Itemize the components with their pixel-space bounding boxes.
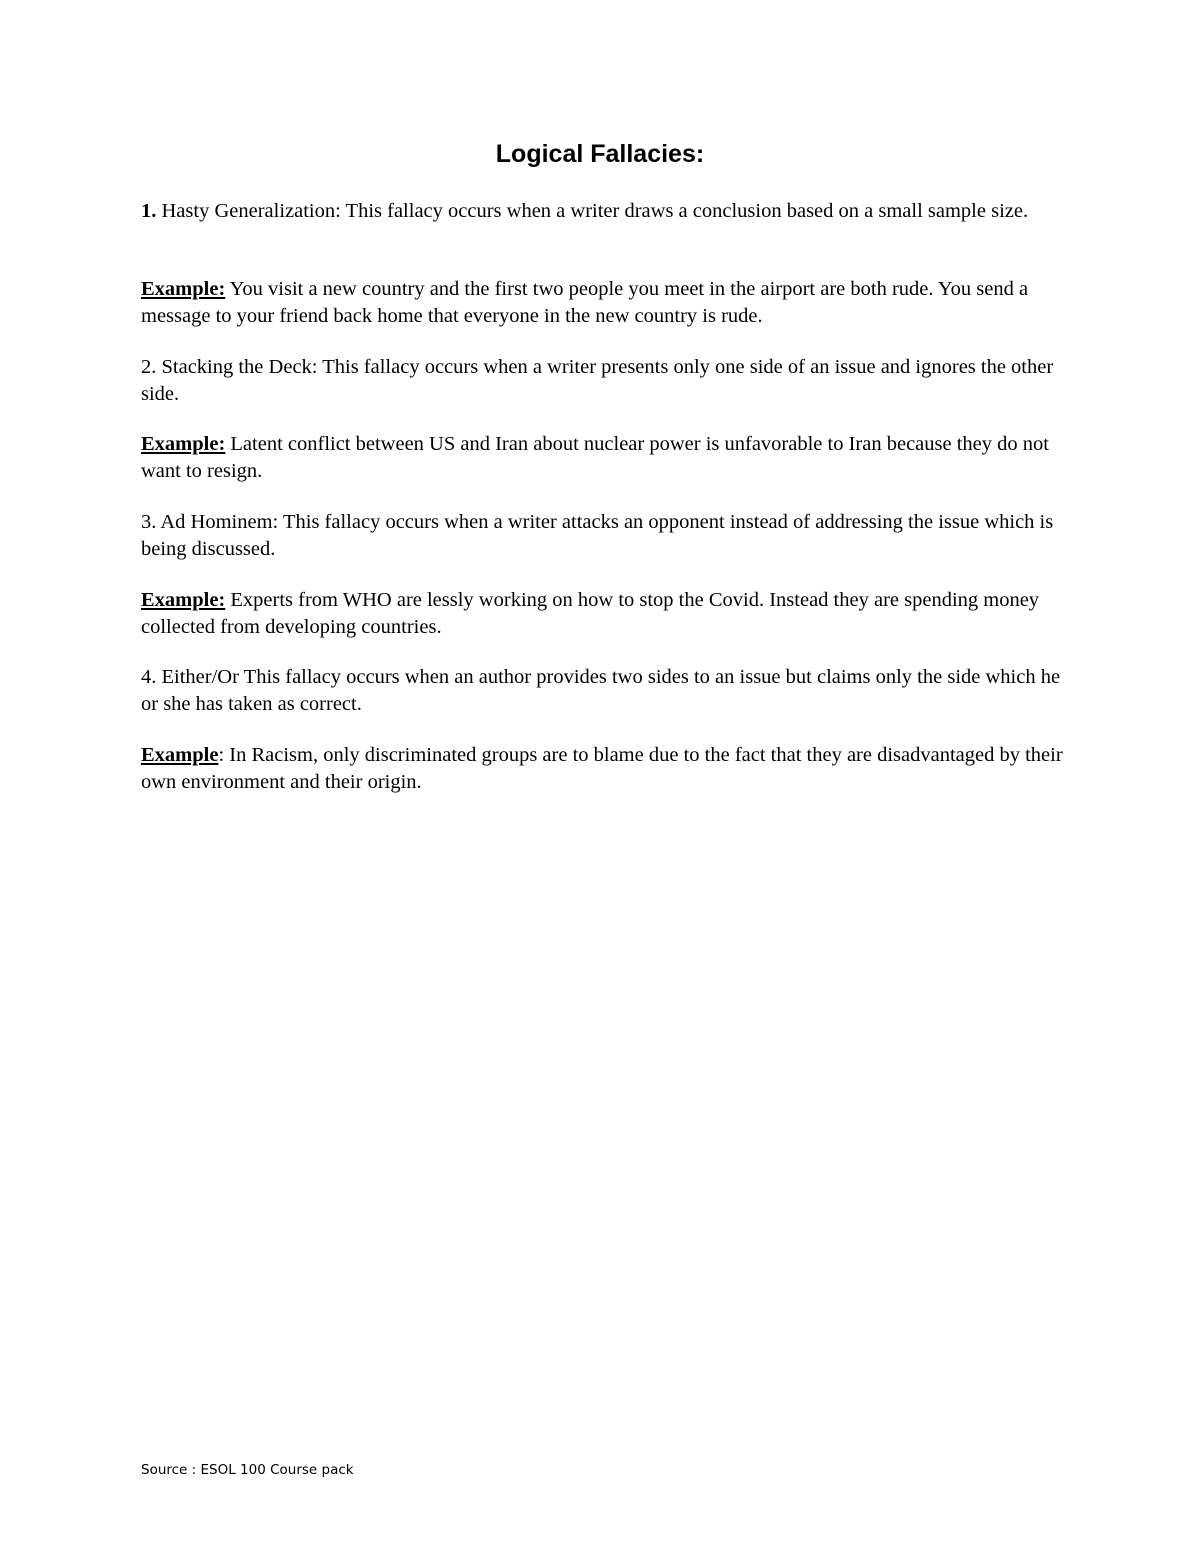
example-label: Example: bbox=[141, 589, 226, 611]
fallacy-4-definition bbox=[141, 664, 1071, 718]
source-footer: Source : ESOL 100 Course pack bbox=[141, 1462, 354, 1478]
example-text: Latent conflict between US and Iran about nuclear power is unfavorable to Iran because they do not want to resign. bbox=[141, 433, 1049, 482]
fallacy-1-definition bbox=[141, 198, 1071, 225]
fallacy-4-text: 4. Either/Or This fallacy occurs when an author provides two sides to an issue but claims only the side which he or she has taken as correct. bbox=[141, 666, 1061, 715]
fallacy-2-text: 2. Stacking the Deck: This fallacy occurs when a writer presents only one side of an issue and ignores the other side. bbox=[141, 356, 1054, 405]
example-label: Example: bbox=[141, 278, 226, 300]
fallacy-2-example bbox=[141, 431, 1071, 485]
fallacy-1-text: Hasty Generalization: This fallacy occurs when a writer draws a conclusion based on a small sample size. bbox=[156, 200, 1029, 222]
fallacy-2-definition bbox=[141, 354, 1071, 408]
page-title: Logical Fallacies: bbox=[495, 140, 705, 168]
fallacy-3-example bbox=[141, 587, 1071, 641]
example-text: Experts from WHO are lessly working on how to stop the Covid. Instead they are spending money collected from developing countries. bbox=[141, 589, 1040, 638]
example-label: Example bbox=[141, 744, 219, 766]
example-label: Example: bbox=[141, 433, 226, 455]
fallacy-3-definition bbox=[141, 509, 1071, 563]
fallacy-4-example bbox=[141, 742, 1071, 796]
fallacy-1-number: 1. bbox=[141, 200, 157, 222]
fallacy-3-text: 3. Ad Hominem: This fallacy occurs when a writer attacks an opponent instead of addressing the issue which is being discussed. bbox=[141, 511, 1054, 560]
example-text: : In Racism, only discriminated groups are to blame due to the fact that they are disadvantaged by their own environment and their origin. bbox=[141, 744, 1063, 793]
example-text: You visit a new country and the first two people you meet in the airport are both rude. You send a message to your friend back home that everyone in the new country is rude. bbox=[141, 278, 1029, 327]
fallacy-1-example bbox=[141, 276, 1071, 330]
